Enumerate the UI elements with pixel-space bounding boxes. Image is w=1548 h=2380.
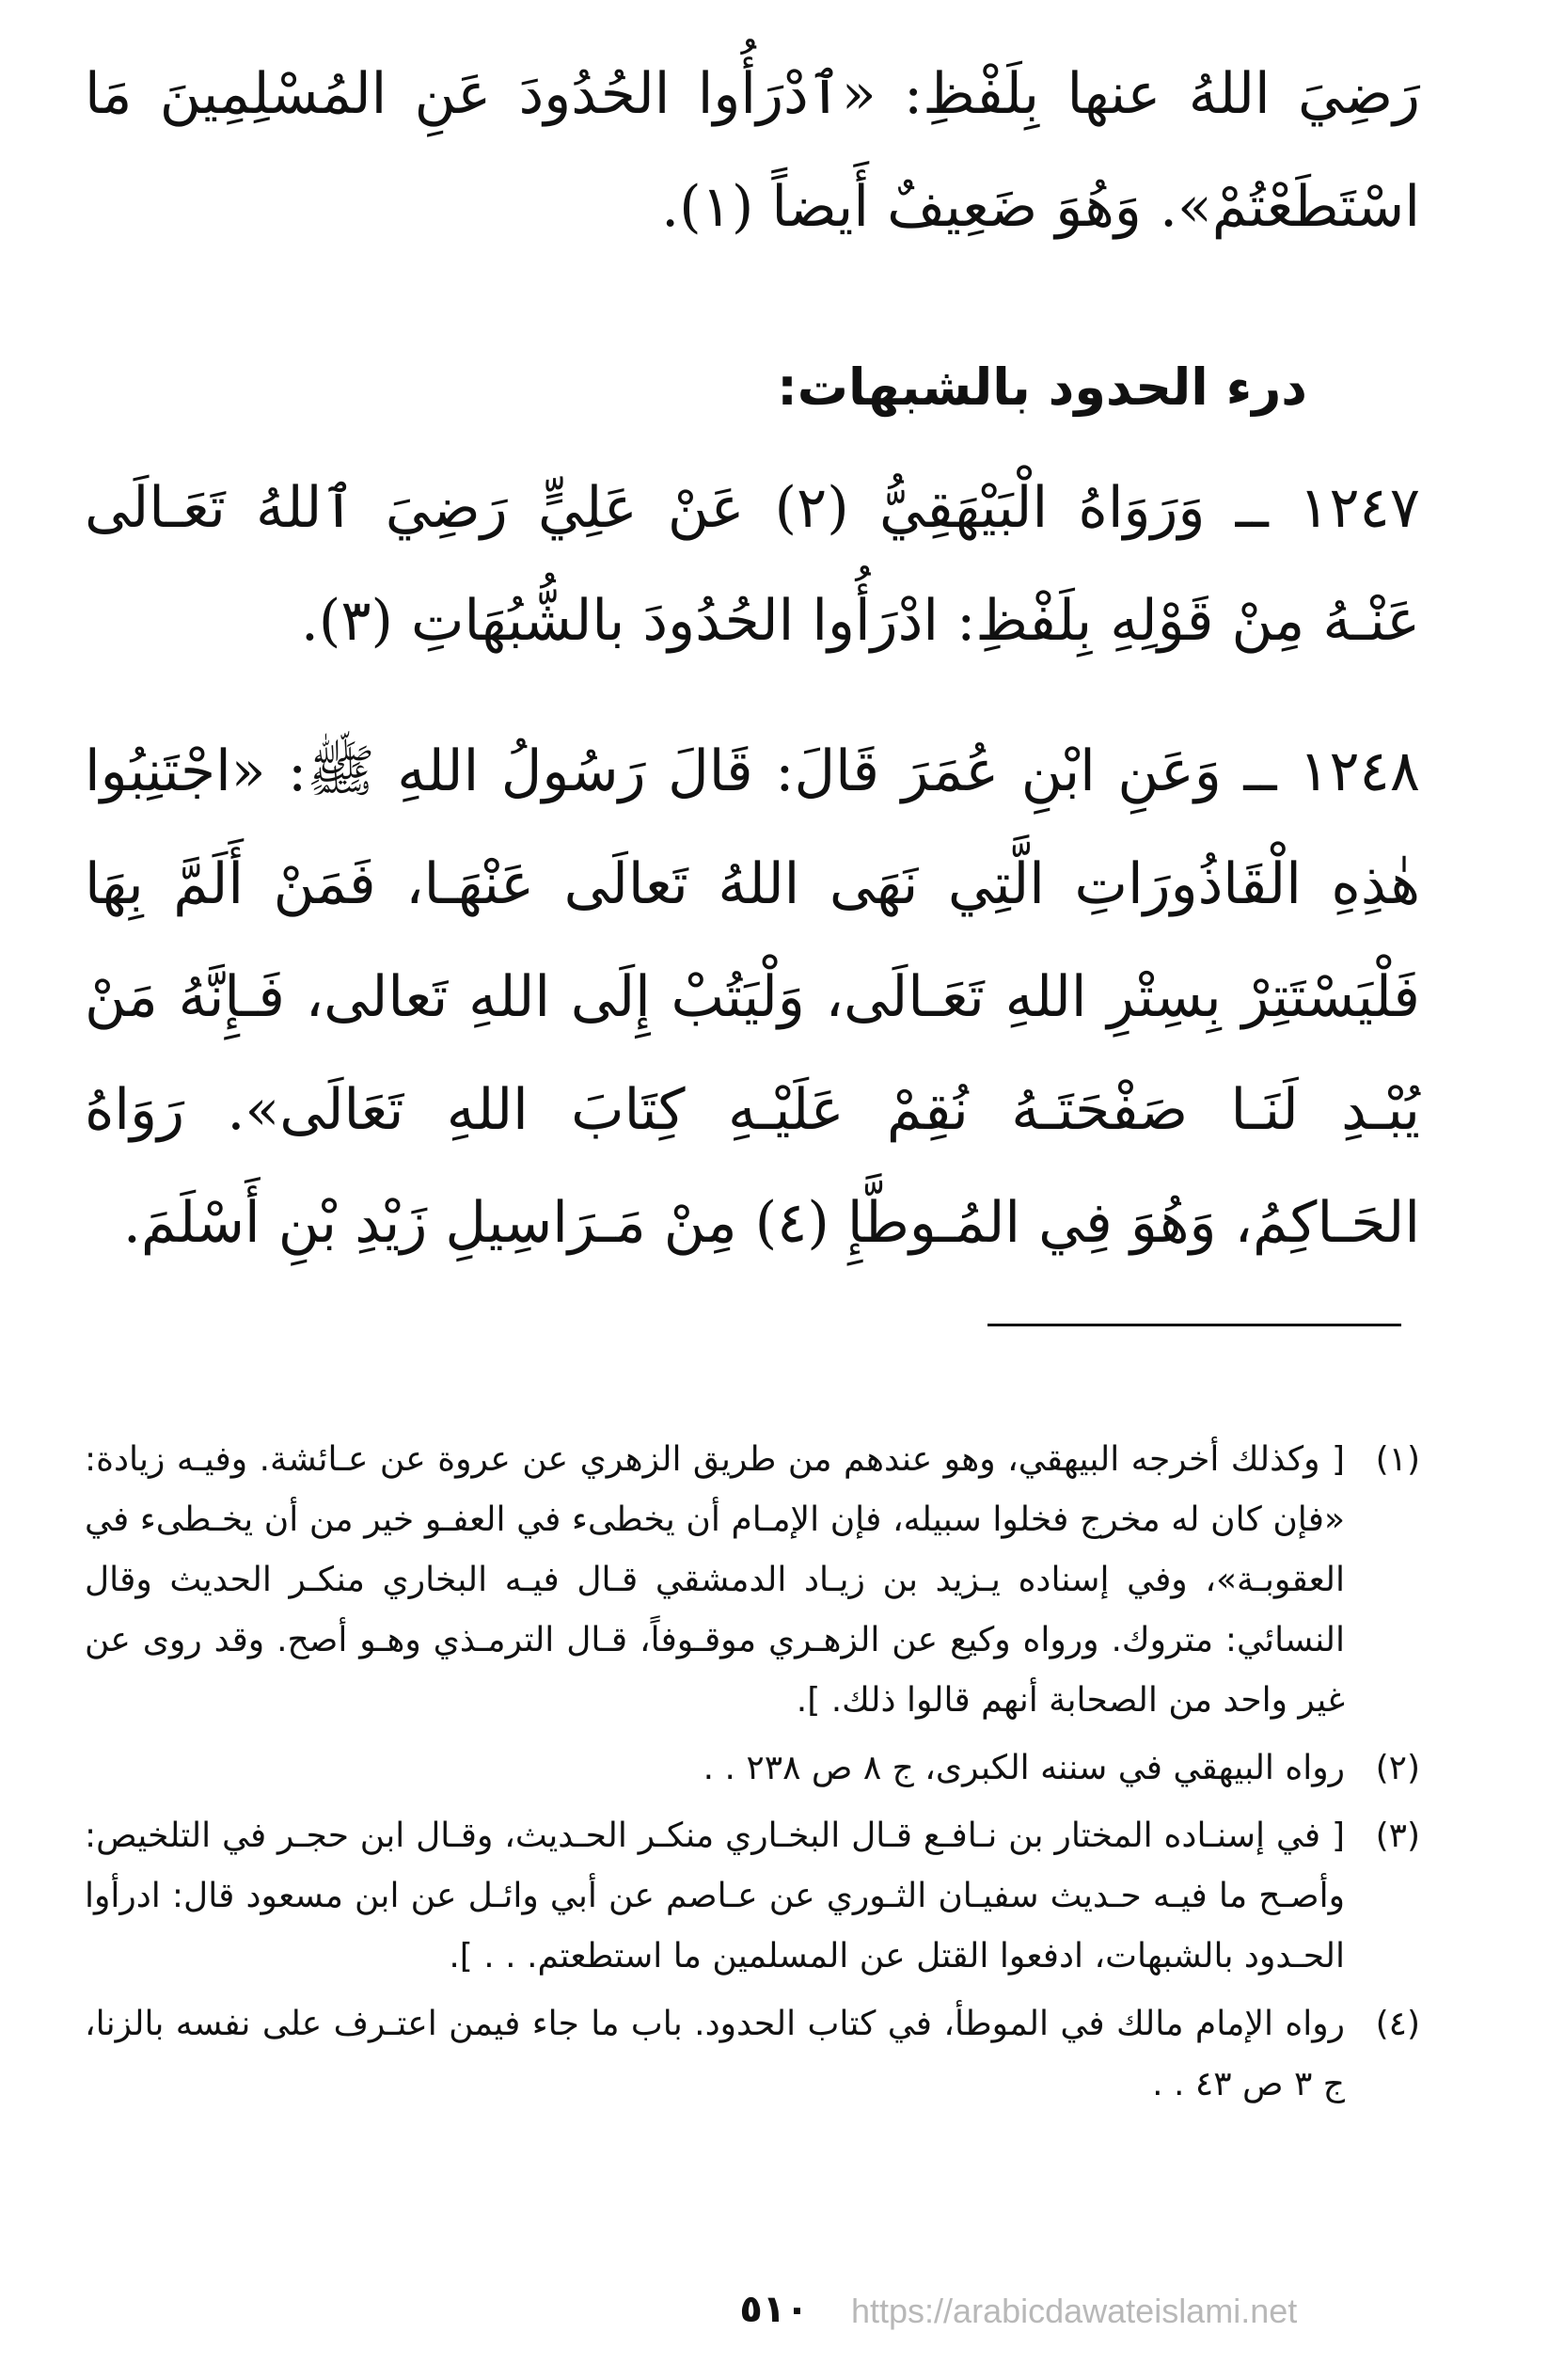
footnote-number: (٢): [1375, 1749, 1420, 1787]
footnote-2: [85, 1738, 1420, 1799]
footnote-4: [85, 1994, 1420, 2115]
section-heading: درء الحدود بالشبهات:: [777, 357, 1307, 417]
footnote-number: (٤): [1375, 2005, 1420, 2043]
page-number: ٥١٠: [739, 2288, 809, 2331]
footnote-1: [85, 1430, 1420, 1731]
paragraph-1247: ١٢٤٧ ــ وَرَوَاهُ الْبَيْهَقِيُّ (٢) عَنْ عَلِيٍّ رَضِيَ ٱللهُ تَعَـالَى عَنْـهُ مِنْ قَوْلِهِ بِلَفْظِ: ادْرَأُوا الحُدُودَ بالشُّبُهَاتِ (٣).: [85, 475, 1420, 654]
footnote-3: [85, 1806, 1420, 1987]
footnote-text: رواه البيهقي في سننه الكبرى، ج ٨ ص ٢٣٨ . .: [703, 1749, 1345, 1787]
watermark-url: https://arabicdawateislami.net: [851, 2292, 1298, 2330]
paragraph-1248: ١٢٤٨ ــ وَعَنِ ابْنِ عُمَرَ قَالَ: قَالَ رَسُولُ اللهِ ﷺ: «اجْتَنِبُوا هٰذِهِ الْقَاذُورَاتِ الَّتِي نَهَى اللهُ تَعالَى عَنْهَـا، فَمَنْ أَلَمَّ بِهَا فَلْيَسْتَتِرْ بِسِتْرِ اللهِ تَعَـالَى، وَلْيَتُبْ إِلَى اللهِ تَعالى، فَـإِنَّهُ مَنْ يُبْـدِ لَنَـا صَفْحَتَـهُ نُقِمْ عَلَيْـهِ كِتَابَ اللهِ تَعَالَى». رَوَاهُ الحَـاكِمُ، وَهُوَ فِي المُـوطَّإِ (٤) مِنْ مَـرَاسِيلِ زَيْدِ بْنِ أَسْلَمَ.: [85, 738, 1420, 1256]
footnote-separator: [987, 1324, 1401, 1326]
footnote-number: (٣): [1375, 1817, 1420, 1855]
paragraph-continuation: رَضِيَ اللهُ عنها بِلَفْظِ: «ٱدْرَأُوا الحُدُودَ عَنِ المُسْلِمِينَ مَا اسْتَطَعْتُمْ». وَهُوَ ضَعِيفٌ أَيضاً (١).: [85, 61, 1420, 240]
footnote-text: رواه الإمام مالك في الموطأ، في كتاب الحدود. باب ما جاء فيمن اعتـرف على نفسه بالزنا، ج ٣ ص ٤٣ . .: [85, 2005, 1345, 2103]
footnotes: [85, 1430, 1420, 2122]
footnote-number: (١): [1375, 1440, 1420, 1479]
footnote-text: [ وكذلك أخرجه البيهقي، وهو عندهم من طريق الزهري عن عروة عن عـائشة. وفيـه زيادة: «فإن كان له مخرج فخلوا سبيله، فإن الإمـام أن يخطىء في العفـو خير من أن يخـطىء في العقوبـة»، وفي إسناده يـزيد بن زيـاد الدمشقي قـال فيـه البخاري منكـر الحديث وقال النسائي: متروك. ورواه وكيع عن الزهـري موقـوفاً، قـال الترمـذي وهـو أصح. وقد روى عن غير واحد من الصحابة أنهم قالوا ذلك. ].: [85, 1440, 1345, 1720]
footnote-text: [ في إسنـاده المختار بن نـافـع قـال البخـاري منكـر الحـديث، وقـال ابن حجـر في التلخيص: وأصـح ما فيـه حـديث سفيـان الثـوري عن عـاصم عن أبي وائـل عن ابن مسعود قال: ادرأوا الحـدود بالشبهات، ادفعوا القتل عن المسلمين ما استطعتم. . . ].: [85, 1817, 1345, 1975]
